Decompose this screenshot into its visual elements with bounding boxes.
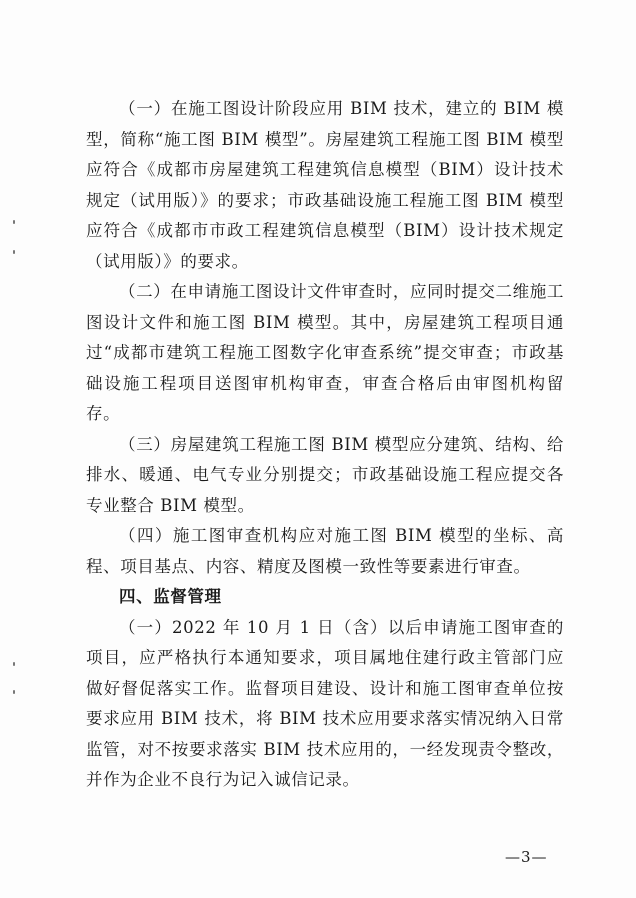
section-heading: 四、监督管理 — [119, 587, 222, 606]
paragraph: （二）在申请施工图设计文件审查时，应同时提交二维施工图设计文件和施工图 BIM 模型。其中，房屋建筑工程项目通过“成都市建筑工程施工图数字化审查系统”提交审查；市政基础设施工程项目送图审机构审查，审查合格后由审图机构留存。 — [86, 282, 564, 423]
scan-mark — [13, 220, 15, 224]
scan-mark — [13, 250, 15, 254]
paragraph: （四）施工图审查机构应对施工图 BIM 模型的坐标、高程、项目基点、内容、精度及图模一致性等要素进行审查。 — [86, 526, 564, 576]
document-body — [86, 94, 564, 796]
paragraph: （一）2022 年 10 月 1 日（含）以后申请施工图审查的项目，应严格执行本通知要求，项目属地住建行政主管部门应做好督促落实工作。监督项目建设、设计和施工图审查单位按要求应用 BIM 技术，将 BIM 技术应用要求落实情况纳入日常监管，对不按要求落实 BIM 技术应用的，一经发现责令整改，并作为企业不良行为记入诚信记录。 — [86, 617, 564, 789]
page-number: —3— — [505, 848, 548, 866]
scan-mark — [13, 662, 15, 666]
paragraph: （一）在施工图设计阶段应用 BIM 技术，建立的 BIM 模型，简称“施工图 BIM 模型”。房屋建筑工程施工图 BIM 模型应符合《成都市房屋建筑工程建筑信息模型（BIM）设计技术规定（试用版）》的要求；市政基础设施工程施工图 BIM 模型应符合《成都市市政工程建筑信息模型（BIM）设计技术规定（试用版）》的要求。 — [86, 99, 564, 271]
paragraph: （三）房屋建筑工程施工图 BIM 模型应分建筑、结构、给排水、暖通、电气专业分别提交；市政基础设施工程应提交各专业整合 BIM 模型。 — [86, 434, 564, 515]
scan-mark — [13, 690, 15, 694]
